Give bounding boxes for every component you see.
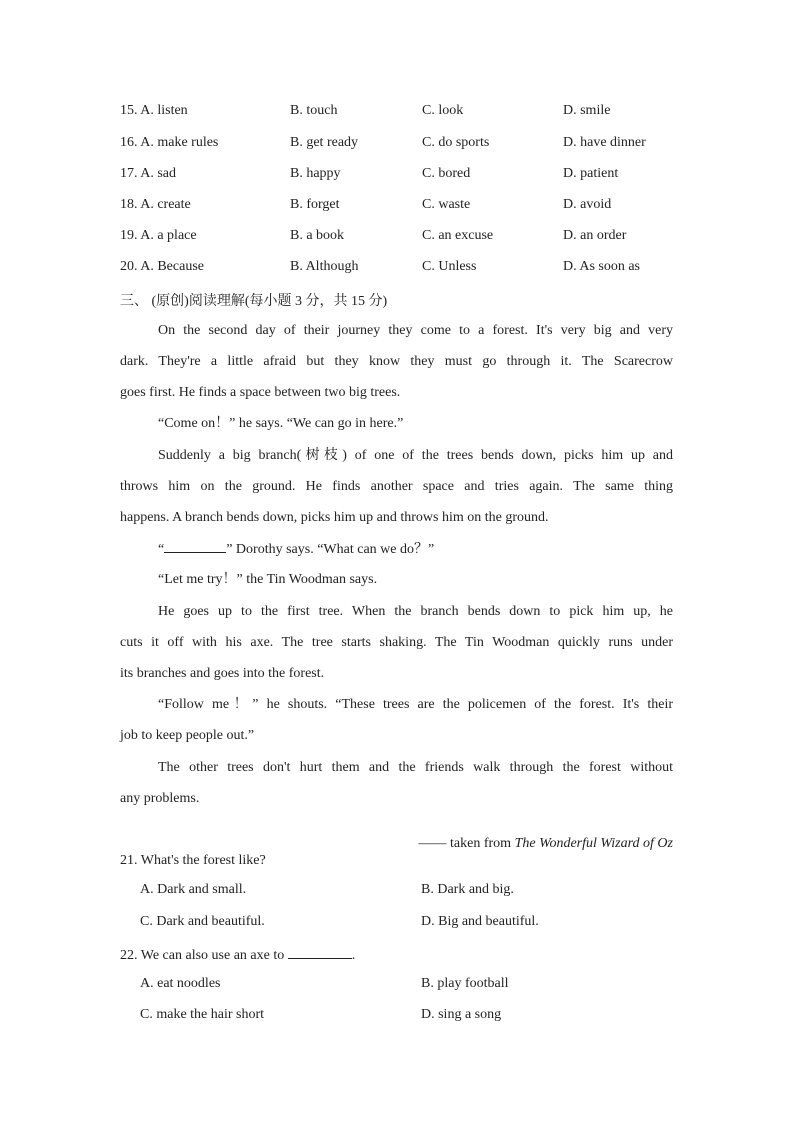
option-d: D. patient xyxy=(563,166,619,181)
question-22-stem xyxy=(120,945,673,966)
source-prefix: —— taken from xyxy=(418,836,515,851)
option-b: B. touch xyxy=(290,103,338,118)
option-row-17 xyxy=(120,166,680,186)
passage-line: He goes up to the first tree. When the branch bends down to pick him up, he xyxy=(158,604,673,619)
option-a: 15. A. listen xyxy=(120,103,188,118)
option-row-16 xyxy=(120,135,680,155)
question-22-stem-text: 22. We can also use an axe to xyxy=(120,948,288,963)
option-d: D. As soon as xyxy=(563,259,641,274)
option-b: B. Although xyxy=(290,259,359,274)
open-quote: “ xyxy=(158,542,165,557)
option-b: B. a book xyxy=(290,228,345,243)
option-row-18 xyxy=(120,197,680,217)
passage-line: goes first. He finds a space between two big trees. xyxy=(120,385,401,400)
option-d: D. an order xyxy=(563,228,627,243)
option-b: B. get ready xyxy=(290,135,359,150)
option-c: C. do sports xyxy=(422,135,490,150)
question-21-option-a: A. Dark and small. xyxy=(140,882,247,897)
passage-line: Suddenly a big branch(树枝) of one of the trees bends down, picks him up and xyxy=(158,448,673,463)
passage-line: any problems. xyxy=(120,791,200,806)
option-a: 20. A. Because xyxy=(120,259,204,274)
question-22-option-b: B. play football xyxy=(421,976,509,991)
option-d: D. smile xyxy=(563,103,611,118)
question-22-option-d: D. sing a song xyxy=(421,1007,502,1022)
passage-line: The other trees don't hurt them and the friends walk through the forest without xyxy=(158,760,673,775)
passage-line: its branches and goes into the forest. xyxy=(120,666,325,681)
passage-line: dark. They're a little afraid but they know they must go through it. The Scarecrow xyxy=(120,354,673,369)
option-a: 17. A. sad xyxy=(120,166,176,181)
source-title: The Wonderful Wizard of Oz xyxy=(514,836,673,851)
passage-line: “Come on！” he says. “We can go in here.” xyxy=(158,416,404,431)
option-d: D. avoid xyxy=(563,197,612,212)
question-21-option-d: D. Big and beautiful. xyxy=(421,914,539,929)
passage-line: On the second day of their journey they come to a forest. It's very big and very xyxy=(158,323,673,338)
question-21-option-c: C. Dark and beautiful. xyxy=(140,914,265,929)
option-row-20 xyxy=(120,259,680,279)
option-c: C. Unless xyxy=(422,259,477,274)
option-c: C. look xyxy=(422,103,464,118)
passage-line-blank xyxy=(158,539,673,560)
option-d: D. have dinner xyxy=(563,135,646,150)
question-21-stem: 21. What's the forest like? xyxy=(120,853,266,868)
fill-in-blank xyxy=(164,539,226,553)
option-row-15 xyxy=(120,103,680,123)
option-b: B. forget xyxy=(290,197,340,212)
passage-line: throws him on the ground. He finds another space and tries again. The same thing xyxy=(120,479,673,494)
passage-line: “Let me try！” the Tin Woodman says. xyxy=(158,572,378,587)
option-a: 16. A. make rules xyxy=(120,135,219,150)
question-21-option-b: B. Dark and big. xyxy=(421,882,514,897)
option-row-19 xyxy=(120,228,680,248)
option-b: B. happy xyxy=(290,166,341,181)
option-c: C. bored xyxy=(422,166,471,181)
section-heading: 三、 (原创)阅读理解(每小题 3 分，共 15 分) xyxy=(120,294,388,309)
option-c: C. waste xyxy=(422,197,471,212)
passage-line: job to keep people out.” xyxy=(120,728,255,743)
passage-line: “Follow me！” he shouts. “These trees are the policemen of the forest. It's their xyxy=(158,697,673,712)
fill-in-blank xyxy=(288,945,352,959)
option-a: 19. A. a place xyxy=(120,228,197,243)
option-a: 18. A. create xyxy=(120,197,191,212)
question-22-option-a: A. eat noodles xyxy=(140,976,221,991)
option-c: C. an excuse xyxy=(422,228,494,243)
question-22-stem-end: . xyxy=(351,948,356,963)
passage-line: cuts it off with his axe. The tree starts shaking. The Tin Woodman quickly runs under xyxy=(120,635,673,650)
passage-line: happens. A branch bends down, picks him up and throws him on the ground. xyxy=(120,510,549,525)
passage-text: ” Dorothy says. “What can we do？” xyxy=(226,542,435,557)
question-22-option-c: C. make the hair short xyxy=(140,1007,265,1022)
